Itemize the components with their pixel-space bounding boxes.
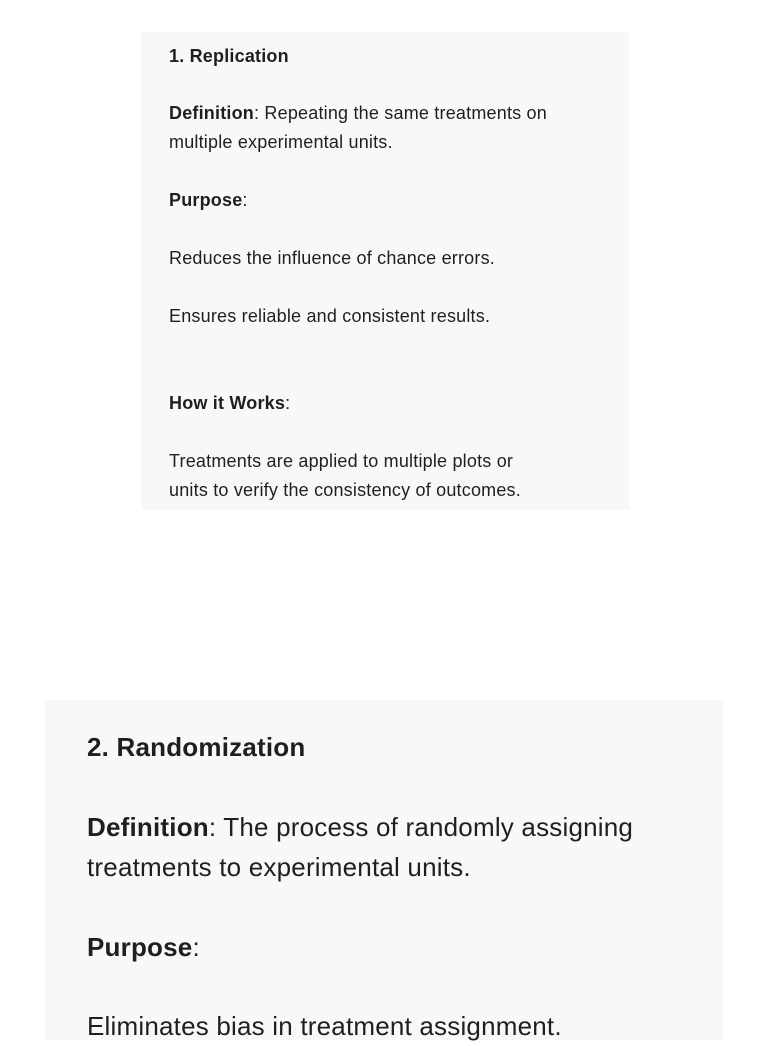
purpose-colon: : <box>242 190 248 210</box>
definition-label: Definition <box>169 103 254 123</box>
randomization-card <box>45 700 723 1040</box>
replication-how-line1: Treatments are applied to multiple plots or <box>169 451 514 471</box>
definition-text: The process of randomly assigning <box>216 812 634 842</box>
purpose-colon: : <box>192 932 200 962</box>
purpose-label: Purpose <box>169 190 243 210</box>
randomization-title: 2. Randomization <box>87 732 306 762</box>
definition-colon: : <box>254 103 260 123</box>
definition-colon: : <box>208 812 217 842</box>
randomization-purpose-item: Eliminates bias in treatment assignment. <box>87 1011 562 1041</box>
how-colon: : <box>285 393 291 413</box>
randomization-purpose-heading <box>87 927 200 967</box>
how-label: How it Works <box>169 393 286 413</box>
replication-title: 1. Replication <box>169 46 289 66</box>
replication-purpose-heading <box>169 186 248 215</box>
replication-how-heading <box>169 389 290 418</box>
replication-how-line2: units to verify the consistency of outcomes. <box>169 480 521 500</box>
replication-purpose-item: Reduces the influence of chance errors. <box>169 248 495 268</box>
randomization-definition-line1 <box>87 807 633 847</box>
replication-definition-line1 <box>169 99 547 128</box>
replication-card <box>141 32 629 510</box>
definition-label: Definition <box>87 812 209 842</box>
definition-text: Repeating the same treatments on <box>259 103 547 123</box>
replication-definition-line2: multiple experimental units. <box>169 132 393 152</box>
randomization-definition-line2: treatments to experimental units. <box>87 852 471 882</box>
purpose-label: Purpose <box>87 932 193 962</box>
replication-purpose-item: Ensures reliable and consistent results. <box>169 306 491 326</box>
